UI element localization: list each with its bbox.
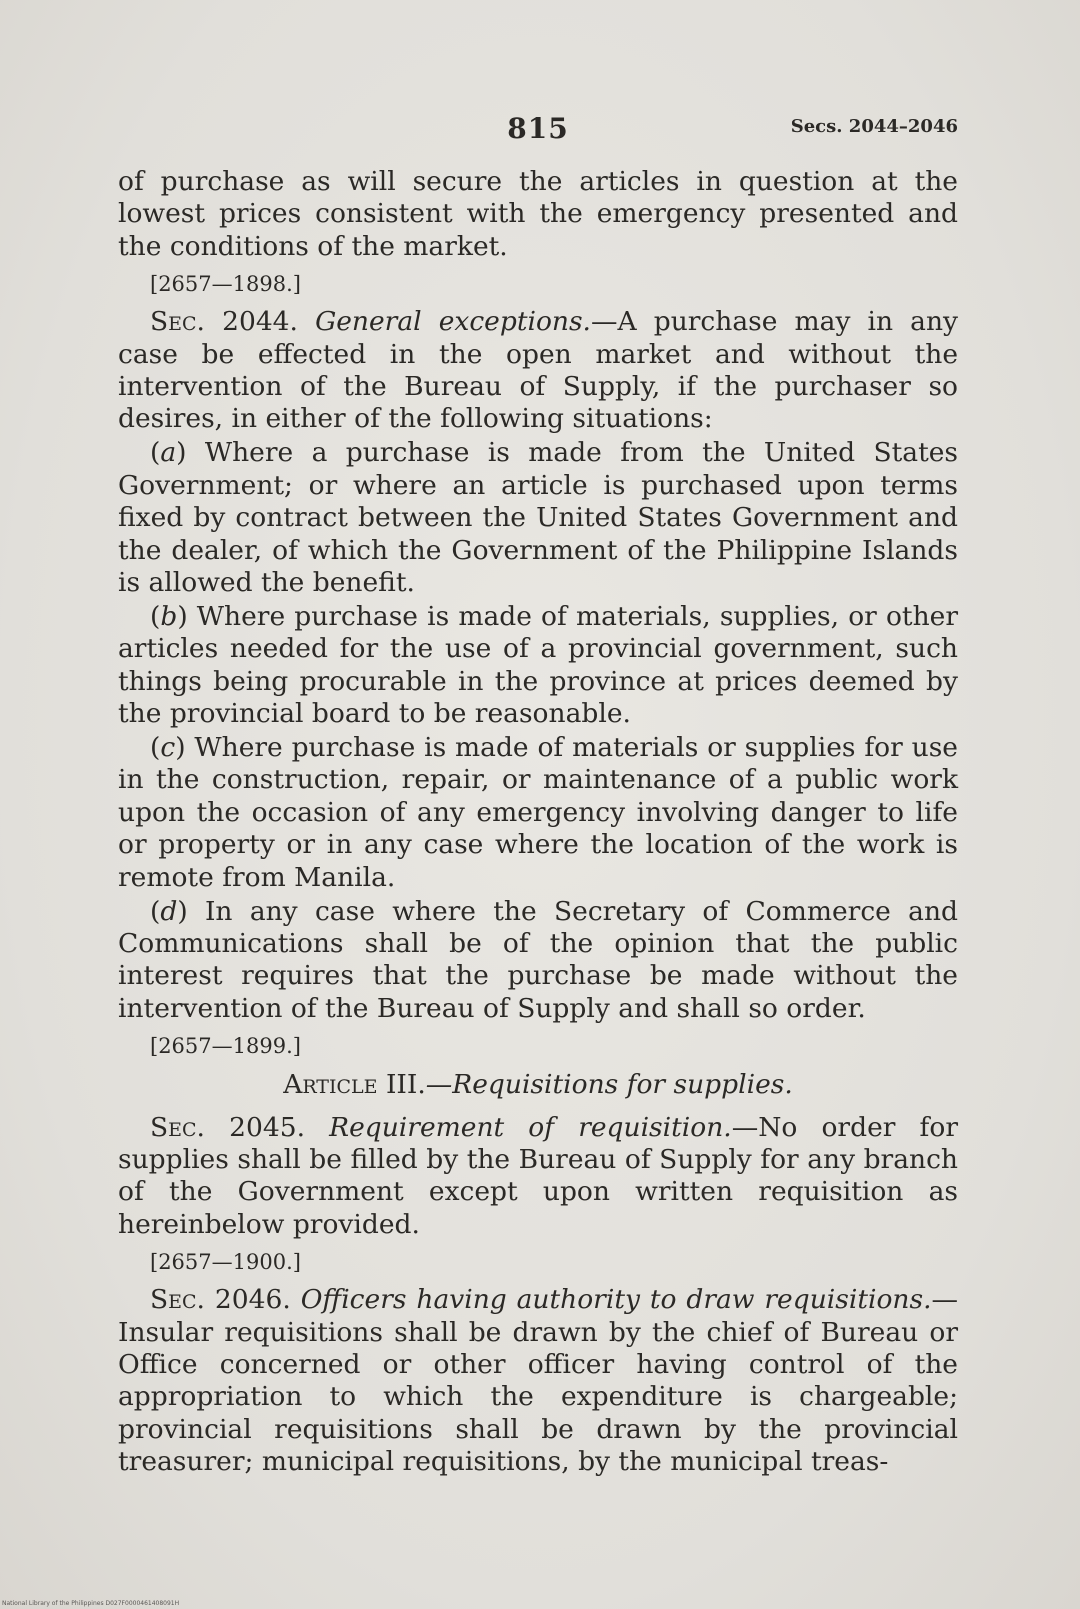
section-body: —No order for supplies shall be filled by the Bureau of Supply for any branch of the Government except upon written requisition as hereinbelow provided. bbox=[118, 1111, 958, 1240]
section-label: Sec. bbox=[150, 1284, 205, 1316]
section-title: General exceptions. bbox=[315, 306, 591, 338]
citation: [2657—1898.] bbox=[150, 272, 301, 297]
clause-d: (d) In any case where the Secretary of Commerce and Communications shall be of the opinion that the public interest requires that the purchase be made without the intervention of the Bureau of Supply and shall so order. bbox=[118, 895, 958, 1024]
clause-b: (b) Where purchase is made of materials, supplies, or other articles needed for the use of a provincial government, such things being procurable in the province at prices deemed by the provincial board to be reasonable. bbox=[118, 600, 958, 730]
clause-label: a bbox=[160, 437, 177, 469]
article-title: —Requisitions for supplies. bbox=[425, 1069, 793, 1101]
section-body: —Insular requisitions shall be drawn by the chief of Bureau or Office concerned or other officer having control of the appropriation to which the expenditure is chargeable; provincial requisitions shall be drawn by the provincial treasurer; municipal requisitions, by the municipal treas- bbox=[118, 1284, 958, 1478]
clause-label: c bbox=[160, 732, 176, 763]
clause-body: In any case where the Secretary of Commerce and Communications shall be of the opinion that the public interest requires that the purchase be made without the intervention of the Bureau of Supply and shall so order. bbox=[118, 895, 958, 1024]
library-stamp: National Library of the Philippines D027F0000461408091H bbox=[2, 1600, 180, 1607]
section-number: 2044. bbox=[205, 306, 316, 338]
citation: [2657—1900.] bbox=[150, 1250, 301, 1275]
paragraph-continuation: of purchase as will secure the articles in question at the lowest prices consistent with the emergency presented and the conditions of the market. bbox=[118, 166, 958, 262]
clause-label: b bbox=[160, 600, 178, 632]
clause-c: (c) Where purchase is made of materials or supplies for use in the construction, repair, or maintenance of a public work upon the occasion of any emergency involving danger to life or property or in any case where the location of the work is remote from Manila. bbox=[118, 732, 958, 893]
section-2044 bbox=[118, 306, 958, 436]
section-title: Officers having authority to draw requisitions. bbox=[300, 1284, 932, 1316]
clause-body: Where purchase is made of materials or supplies for use in the construction, repair, or maintenance of a public work upon the occasion of any emergency involving danger to life or property or in any case where the location of the work is remote from Manila. bbox=[118, 732, 958, 893]
article-heading bbox=[118, 1069, 958, 1101]
clause-label: d bbox=[160, 895, 178, 927]
running-head bbox=[118, 112, 958, 152]
section-2045 bbox=[118, 1112, 958, 1242]
body-text bbox=[118, 166, 958, 1480]
section-title: Requirement of requisition. bbox=[329, 1111, 732, 1143]
section-number: 2046. bbox=[205, 1284, 301, 1316]
clause-body: Where purchase is made of materials, supplies, or other articles needed for the use of a provincial government, such things being procurable in the province at prices deemed by the provincial board to be reasonable. bbox=[118, 600, 958, 730]
article-label: Article III. bbox=[283, 1069, 426, 1101]
clause-a: (a) Where a purchase is made from the United States Government; or where an article is purchased upon terms fixed by contract between the United States Government and the dealer, of which the Government of the Philippine Islands is allowed the benefit. bbox=[118, 437, 958, 598]
section-body: —A purchase may in any case be effected in the open market and without the intervention of the Bureau of Supply, if the purchaser so desires, in either of the following situations: bbox=[118, 306, 958, 435]
clause-body: Where a purchase is made from the United States Government; or where an article is purchased upon terms fixed by contract between the United States Government and the dealer, of which the Government of the Philippine Islands is allowed the benefit. bbox=[118, 437, 958, 598]
citation: [2657—1899.] bbox=[150, 1034, 301, 1059]
section-label: Sec. bbox=[150, 1111, 205, 1143]
section-2046 bbox=[118, 1284, 958, 1478]
section-number: 2045. bbox=[205, 1111, 330, 1143]
section-range: Secs. 2044–2046 bbox=[790, 116, 958, 137]
page-number: 815 bbox=[507, 112, 569, 145]
section-label: Sec. bbox=[150, 306, 205, 338]
